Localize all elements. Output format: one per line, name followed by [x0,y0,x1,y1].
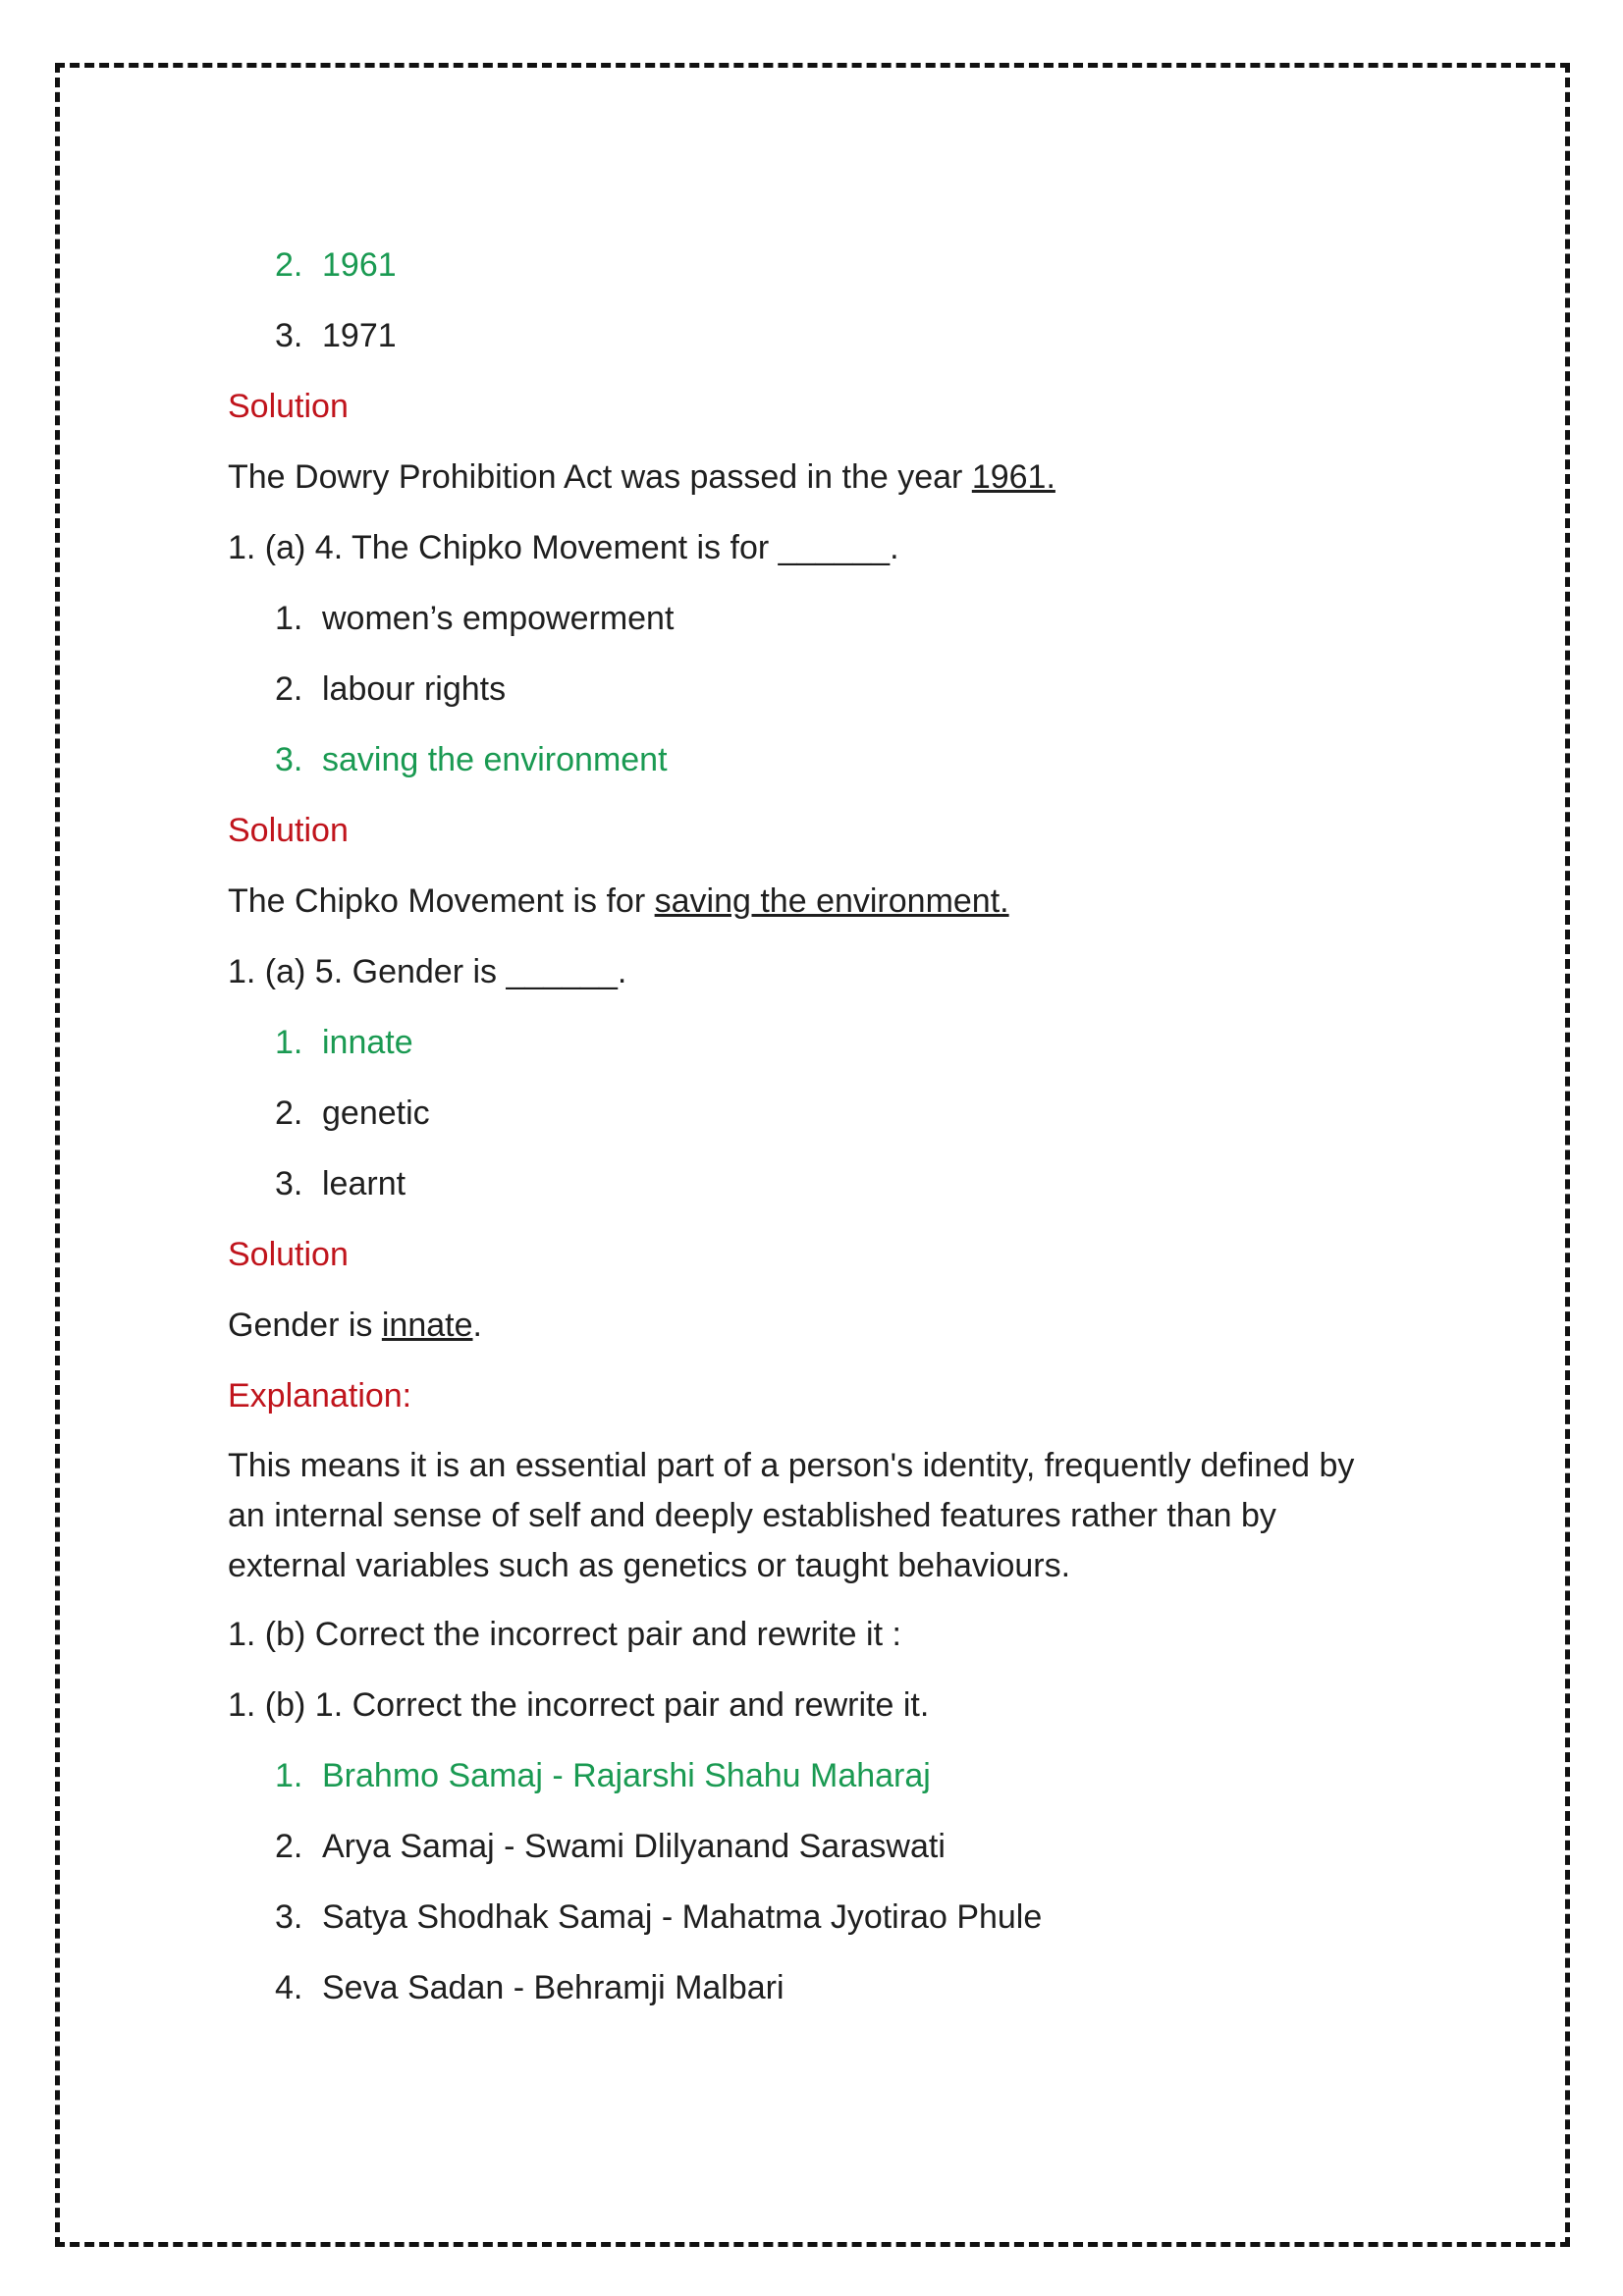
section-heading: Explanation: [228,1377,412,1415]
option-item [228,1825,1406,1868]
option-item [228,1092,1406,1135]
option-number: 2. [275,670,303,708]
question [228,1613,1406,1656]
option-text: Seva Sadan - Behramji Malbari [322,1969,784,2006]
section-heading: Solution [228,388,349,425]
correct-option [228,243,1406,287]
option-number: 1. [275,1757,303,1794]
question-text: Correct the incorrect pair and rewrite it. [343,1686,930,1724]
question-number: 1. (b) 1. [228,1686,344,1724]
option-item [228,314,1406,357]
question [228,950,1406,993]
question-number: 1. (a) 5. [228,953,344,990]
solution-text [228,880,1406,923]
option-text: genetic [322,1095,430,1132]
option-number: 1. [275,600,303,637]
solution-answer: innate [381,1307,473,1344]
option-text: Arya Samaj - Swami Dlilyanand Saraswati [322,1828,946,1865]
solution-answer: 1961. [971,458,1055,496]
option-item [228,1162,1406,1205]
solution-prefix: The Dowry Prohibition Act was passed in the year [228,458,972,496]
option-number: 2. [275,246,303,284]
option-number: 3. [275,1165,303,1202]
option-text: 1971 [322,317,397,354]
question-number: 1. (b) [228,1616,306,1653]
solution-prefix: The Chipko Movement is for [228,882,655,920]
question [228,1683,1406,1727]
option-number: 1. [275,1024,303,1061]
option-text: saving the environment [322,741,668,778]
option-number: 3. [275,317,303,354]
solution-prefix: Gender is [228,1307,382,1344]
option-text: 1961 [322,246,397,284]
option-item [228,597,1406,640]
option-text: learnt [322,1165,406,1202]
solution-text [228,455,1406,499]
option-number: 3. [275,741,303,778]
section-heading: Solution [228,812,349,849]
question-text: Correct the incorrect pair and rewrite it : [305,1616,901,1653]
question-text: Gender is ______. [343,953,627,990]
option-number: 3. [275,1898,303,1936]
section-heading: Solution [228,1236,349,1273]
solution-answer: saving the environment. [654,882,1009,920]
option-text: Brahmo Samaj - Rajarshi Shahu Maharaj [322,1757,931,1794]
option-text: innate [322,1024,413,1061]
correct-option [228,1021,1406,1064]
option-number: 2. [275,1828,303,1865]
correct-option [228,738,1406,781]
option-item [228,1896,1406,1939]
option-text: women’s empowerment [322,600,675,637]
option-text: labour rights [322,670,507,708]
solution-text [228,1304,1406,1347]
option-item [228,667,1406,711]
option-number: 2. [275,1095,303,1132]
question [228,526,1406,569]
correct-option [228,1754,1406,1797]
explanation-text: This means it is an essential part of a person's identity, frequently defined by an internal sense of self and deeply established features rather than by external variables such as genetics or taught behaviours. [228,1447,1355,1584]
question-number: 1. (a) 4. [228,529,344,566]
option-item [228,1966,1406,2009]
solution-suffix: . [472,1307,482,1344]
option-text: Satya Shodhak Samaj - Mahatma Jyotirao Phule [322,1898,1043,1936]
option-number: 4. [275,1969,303,2006]
document-body [228,243,1406,2037]
question-text: The Chipko Movement is for ______. [343,529,899,566]
